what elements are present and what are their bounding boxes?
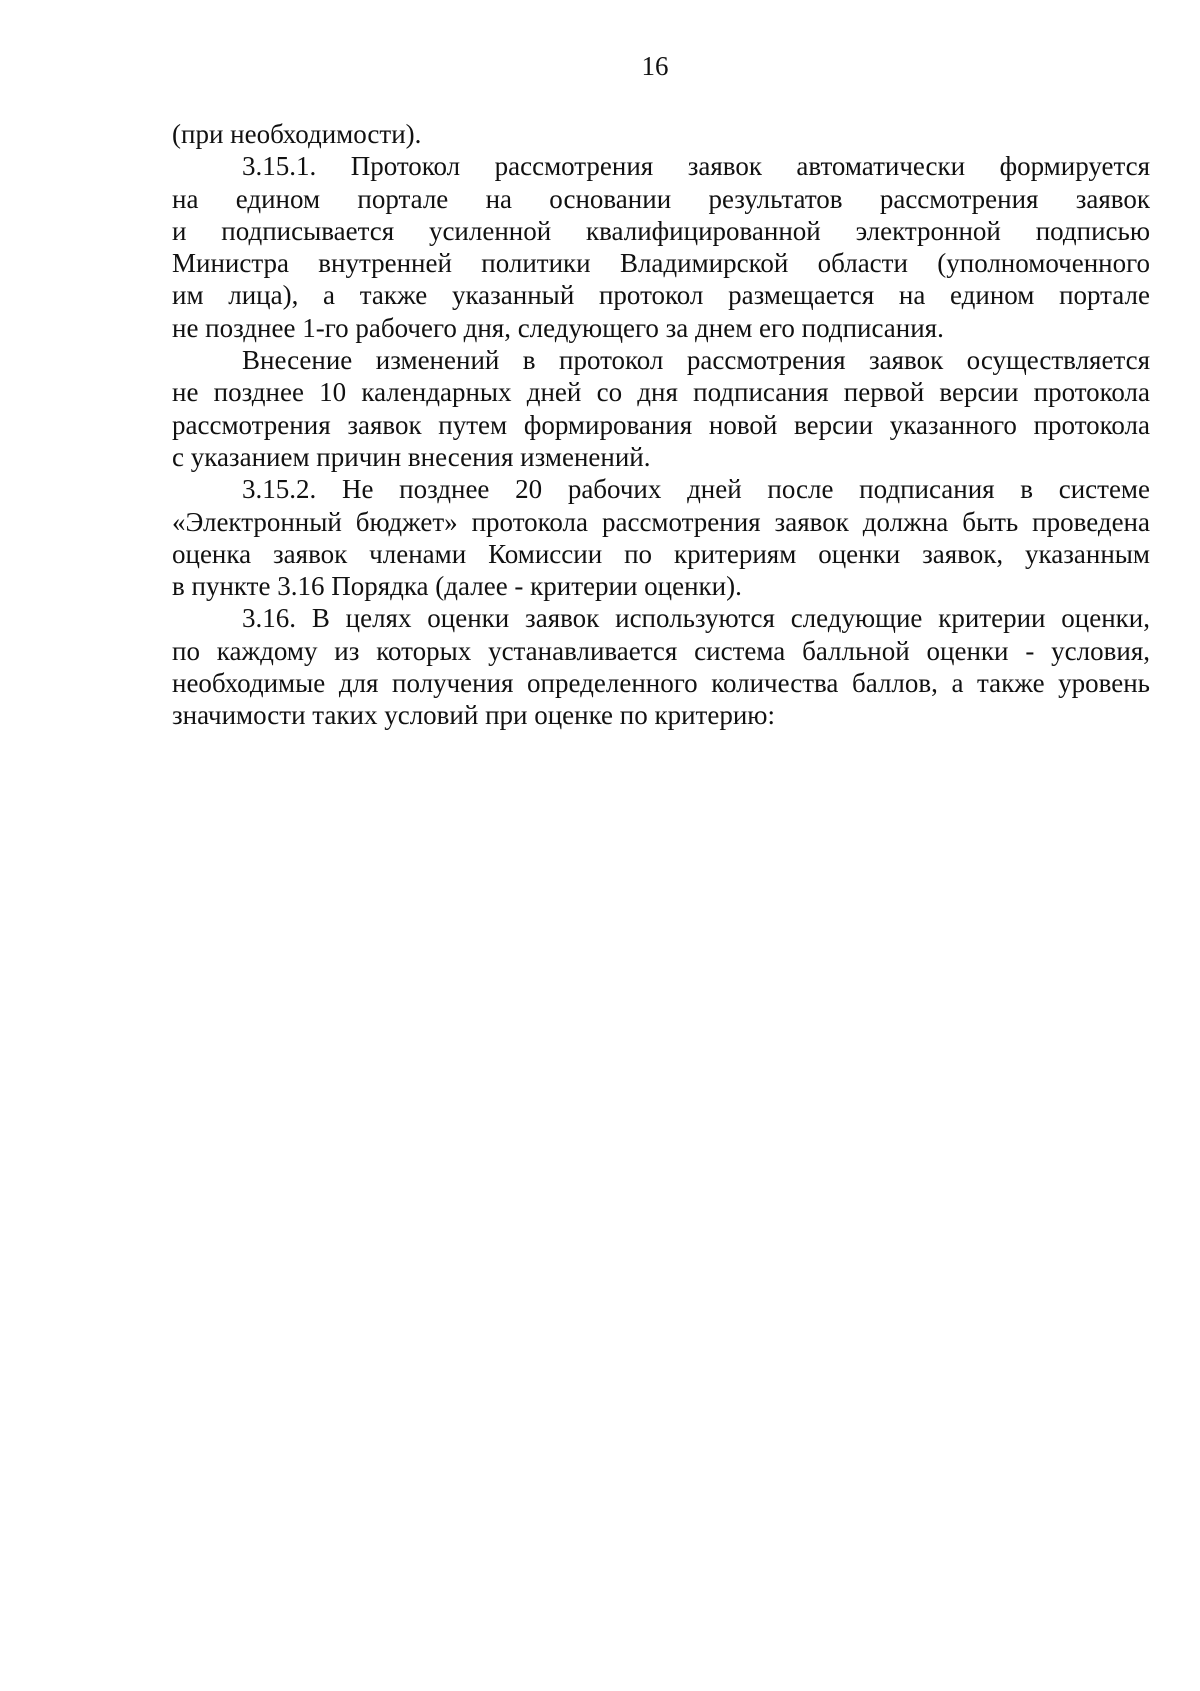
text-line: не позднее 10 календарных дней со дня подписания первой версии протокола xyxy=(172,377,1150,408)
text-line: не позднее 1-го рабочего дня, следующего за днем его подписания. xyxy=(172,312,944,343)
text-line: Внесение изменений в протокол рассмотрения заявок осуществляется xyxy=(242,345,1150,376)
text-line: 3.15.2. Не позднее 20 рабочих дней после подписания в системе xyxy=(242,474,1150,505)
document-body xyxy=(172,118,1150,732)
text-line: Министра внутренней политики Владимирской области (уполномоченного xyxy=(172,248,1150,279)
text-line: оценка заявок членами Комиссии по критериям оценки заявок, указанным xyxy=(172,538,1150,569)
text-line: необходимые для получения определенного количества баллов, а также уровень xyxy=(172,668,1150,699)
text-line: и подписывается усиленной квалифицированной электронной подписью xyxy=(172,215,1150,246)
text-line: (при необходимости). xyxy=(172,119,422,149)
text-line: с указанием причин внесения изменений. xyxy=(172,441,651,472)
text-line: им лица), а также указанный протокол размещается на едином портале xyxy=(172,280,1150,311)
text-line: «Электронный бюджет» протокола рассмотрения заявок должна быть проведена xyxy=(172,506,1150,537)
text-line: 3.16. В целях оценки заявок используются следующие критерии оценки, xyxy=(242,603,1150,634)
text-line: на едином портале на основании результатов рассмотрения заявок xyxy=(172,183,1150,214)
text-line: значимости таких условий при оценке по критерию: xyxy=(172,700,775,731)
text-line: 3.15.1. Протокол рассмотрения заявок автоматически формируется xyxy=(242,151,1150,182)
page-number: 16 xyxy=(641,51,669,81)
text-line: в пункте 3.16 Порядка (далее - критерии оценки). xyxy=(172,571,742,602)
text-line: по каждому из которых устанавливается система балльной оценки - условия, xyxy=(172,635,1150,666)
text-line: рассмотрения заявок путем формирования новой версии указанного протокола xyxy=(172,409,1150,440)
